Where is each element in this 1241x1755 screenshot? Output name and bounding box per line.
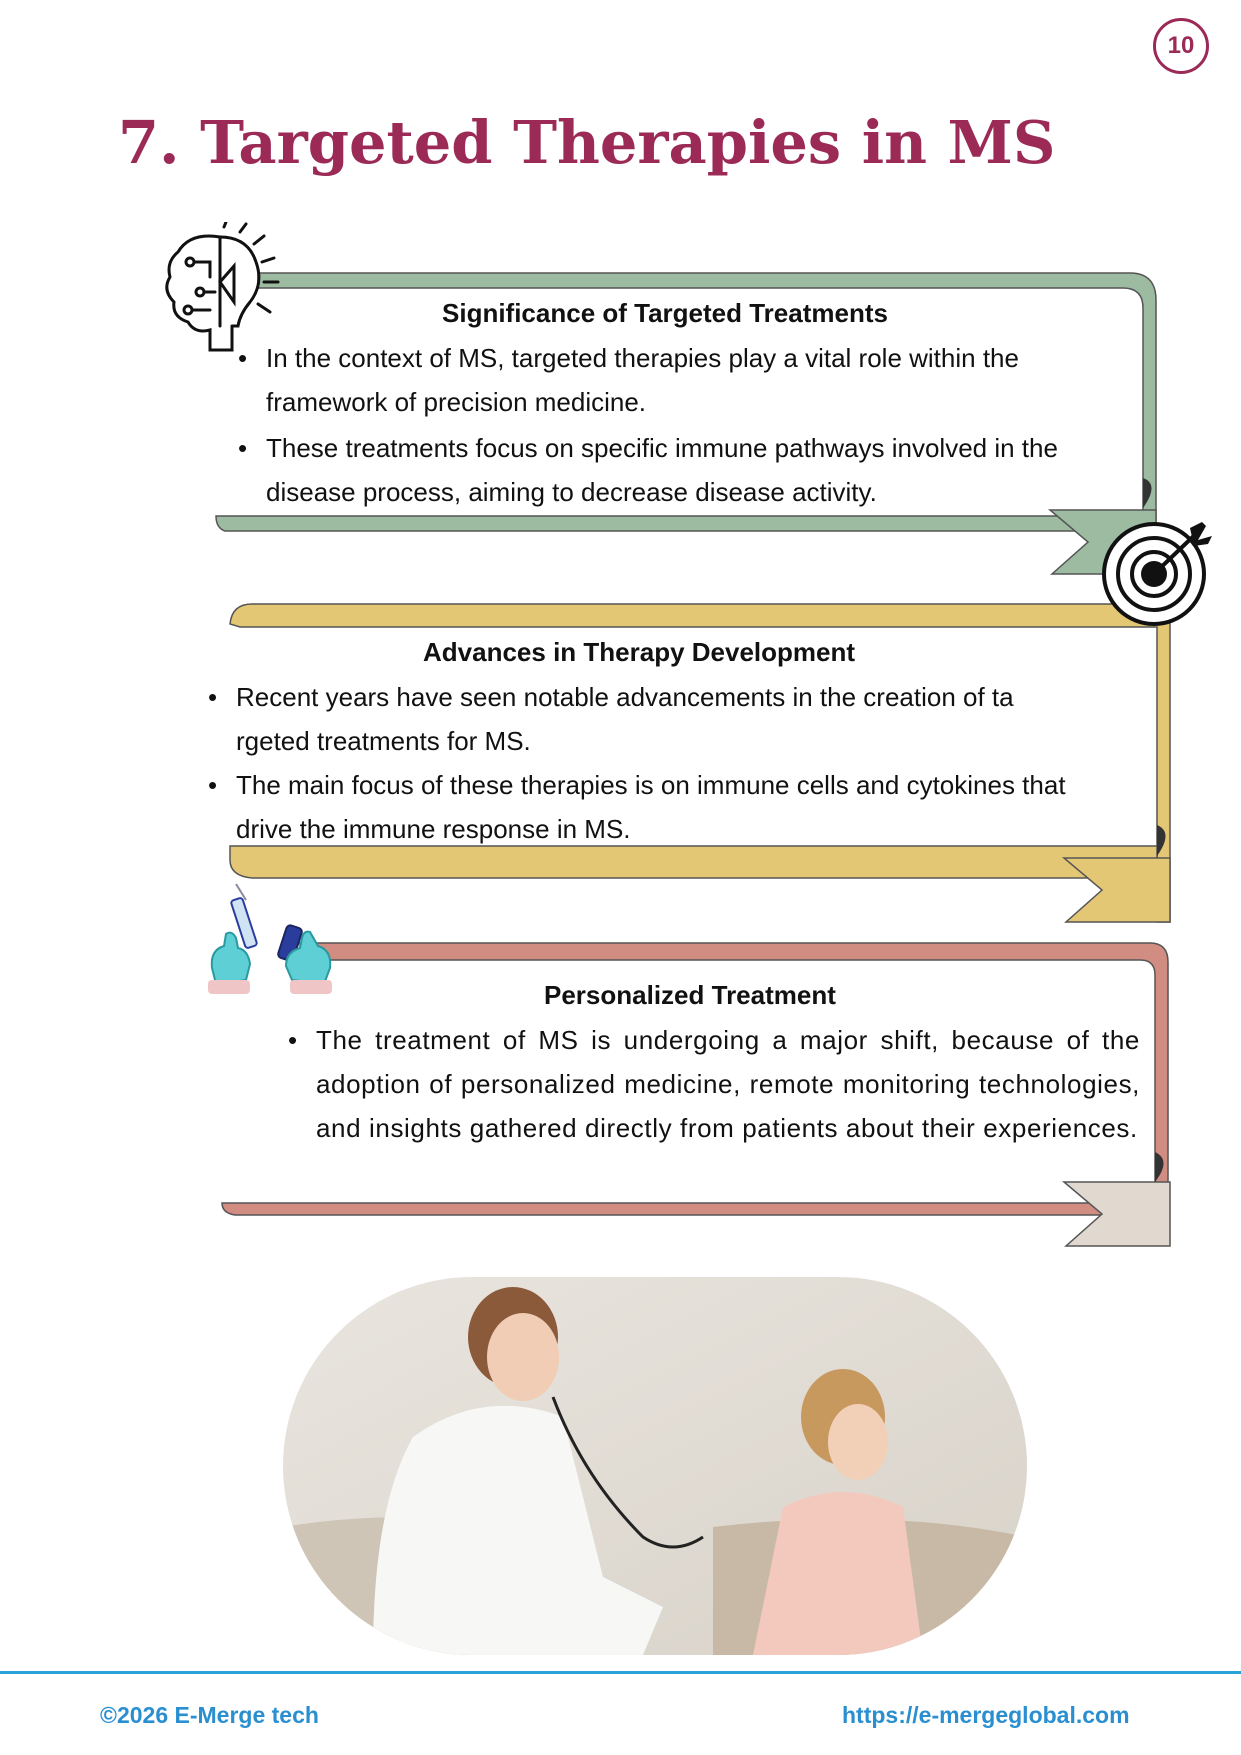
footer-website-link[interactable]: https://e-mergeglobal.com: [842, 1702, 1130, 1728]
gloved-hands-syringe-icon: [206, 880, 336, 1006]
list-item: • The main focus of these therapies is on immune cells and cytokines that drive the immune response in MS.: [236, 763, 1086, 851]
section-heading: Significance of Targeted Treatments: [442, 298, 888, 328]
list-item: • In the context of MS, targeted therapies play a vital role within the framework of precision medicine.: [266, 336, 1136, 424]
list-item: • These treatments focus on specific immune pathways involved in the disease process, aiming to decrease disease activity.: [266, 426, 1136, 514]
target-arrow-icon: [1102, 522, 1214, 634]
page-number: 10: [1153, 18, 1209, 74]
bullet-list: [316, 1018, 1140, 1150]
section-heading: Personalized Treatment: [544, 980, 836, 1010]
list-item: • Recent years have seen notable advancements in the creation of ta rgeted treatments for MS.: [236, 675, 1086, 763]
section-heading: Advances in Therapy Development: [423, 637, 856, 667]
bullet-list: [266, 336, 1136, 514]
bullet-list: [236, 675, 1086, 851]
doctor-child-photo: [283, 1277, 1027, 1655]
list-item: • The treatment of MS is undergoing a major shift, because of the adoption of personalized medicine, remote monitoring technologies, and insights gathered directly from patients about their experiences.: [316, 1018, 1140, 1150]
footer-copyright: ©2026 E-Merge tech: [100, 1702, 319, 1728]
footer-divider: [0, 1671, 1241, 1674]
page-title: 7. Targeted Therapies in MS: [118, 108, 1056, 177]
brain-lightbulb-icon: [160, 222, 280, 362]
